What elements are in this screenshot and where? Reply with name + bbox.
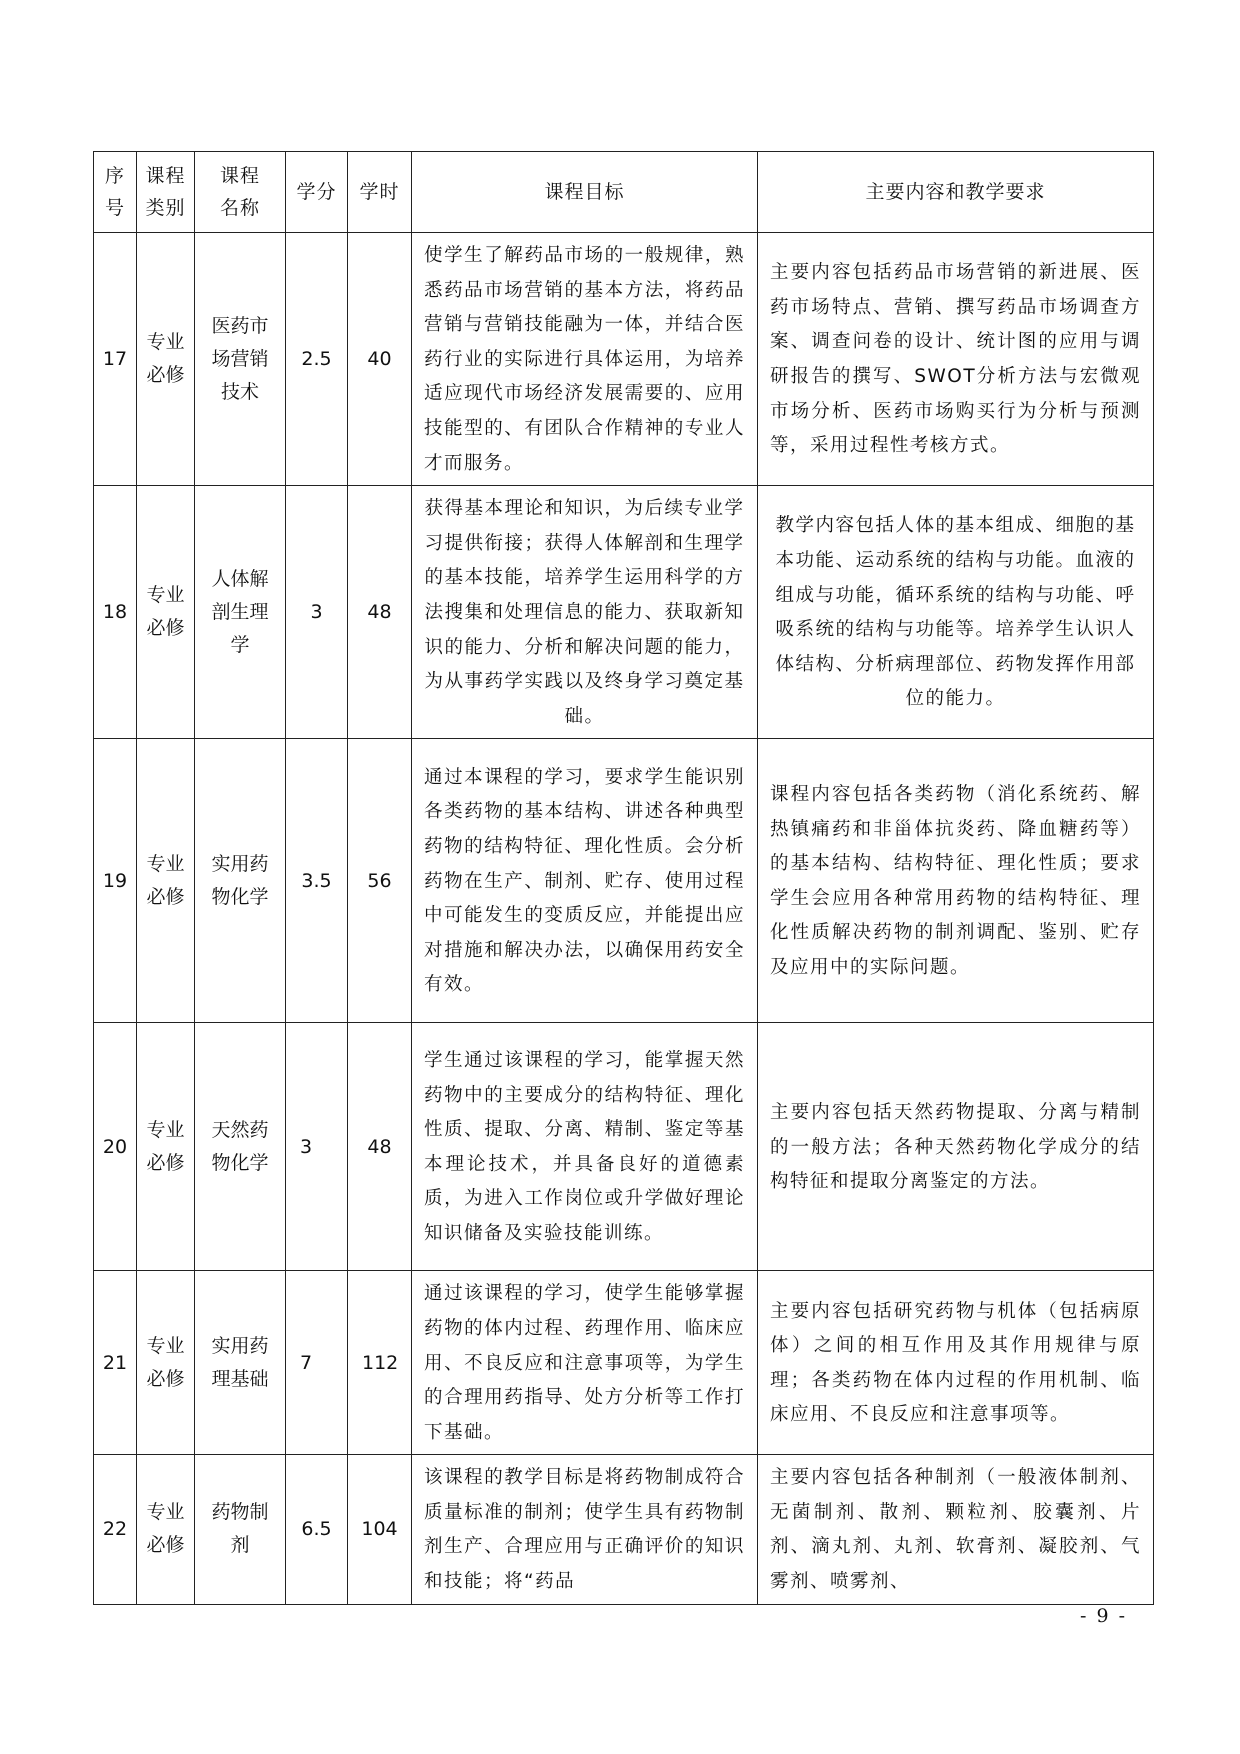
header-row — [94, 152, 1154, 233]
header-name: 课程名称 — [195, 152, 286, 233]
row-category: 专业必修 — [137, 1271, 195, 1455]
row-category: 专业必修 — [137, 1455, 195, 1604]
row-credit: 3.5 — [286, 739, 348, 1023]
row-content: 主要内容包括研究药物与机体（包括病原体）之间的相互作用及其作用规律与原理；各类药物在体内过程的作用机制、临床应用、不良反应和注意事项等。 — [758, 1271, 1154, 1455]
row-index: 17 — [94, 233, 137, 486]
row-content: 主要内容包括药品市场营销的新进展、医药市场特点、营销、撰写药品市场调查方案、调查问卷的设计、统计图的应用与调研报告的撰写、SWOT分析方法与宏微观市场分析、医药市场购买行为分析与预测等，采用过程性考核方式。 — [758, 233, 1154, 486]
header-content: 主要内容和教学要求 — [758, 152, 1154, 233]
header-credit: 学分 — [286, 152, 348, 233]
row-objective: 通过该课程的学习，使学生能够掌握药物的体内过程、药理作用、临床应用、不良反应和注意事项等，为学生的合理用药指导、处方分析等工作打下基础。 — [412, 1271, 758, 1455]
row-hours: 48 — [348, 486, 412, 739]
table-row — [94, 1271, 1154, 1455]
table-row — [94, 739, 1154, 1023]
row-category: 专业必修 — [137, 486, 195, 739]
row-index: 22 — [94, 1455, 137, 1604]
row-hours: 104 — [348, 1455, 412, 1604]
row-category: 专业必修 — [137, 739, 195, 1023]
row-index: 19 — [94, 739, 137, 1023]
header-hours: 学时 — [348, 152, 412, 233]
row-category: 专业必修 — [137, 1023, 195, 1271]
row-objective: 学生通过该课程的学习，能掌握天然药物中的主要成分的结构特征、理化性质、提取、分离、精制、鉴定等基本理论技术，并具备良好的道德素质，为进入工作岗位或升学做好理论知识储备及实验技能训练。 — [412, 1023, 758, 1271]
table-row — [94, 486, 1154, 739]
row-credit: 2.5 — [286, 233, 348, 486]
row-hours: 112 — [348, 1271, 412, 1455]
row-content: 教学内容包括人体的基本组成、细胞的基本功能、运动系统的结构与功能。血液的组成与功能，循环系统的结构与功能、呼吸系统的结构与功能等。培养学生认识人体结构、分析病理部位、药物发挥作用部位的能力。 — [758, 486, 1154, 739]
page-number: - 9 - — [1080, 1605, 1128, 1627]
row-hours: 40 — [348, 233, 412, 486]
row-objective: 该课程的教学目标是将药物制成符合质量标准的制剂；使学生具有药物制剂生产、合理应用与正确评价的知识和技能；将“药品 — [412, 1455, 758, 1604]
row-course-name: 药物制剂 — [195, 1455, 286, 1604]
row-content: 主要内容包括天然药物提取、分离与精制的一般方法；各种天然药物化学成分的结构特征和提取分离鉴定的方法。 — [758, 1023, 1154, 1271]
row-hours: 56 — [348, 739, 412, 1023]
row-index: 21 — [94, 1271, 137, 1455]
row-credit: 7 — [286, 1271, 348, 1455]
row-category: 专业必修 — [137, 233, 195, 486]
header-category: 课程类别 — [137, 152, 195, 233]
table-row — [94, 233, 1154, 486]
row-credit: 6.5 — [286, 1455, 348, 1604]
row-credit: 3 — [286, 486, 348, 739]
table-row — [94, 1023, 1154, 1271]
row-index: 18 — [94, 486, 137, 739]
row-course-name: 天然药物化学 — [195, 1023, 286, 1271]
row-course-name: 医药市场营销技术 — [195, 233, 286, 486]
header-index: 序号 — [94, 152, 137, 233]
row-course-name: 实用药理基础 — [195, 1271, 286, 1455]
row-hours: 48 — [348, 1023, 412, 1271]
row-objective: 使学生了解药品市场的一般规律，熟悉药品市场营销的基本方法，将药品营销与营销技能融为一体，并结合医药行业的实际进行具体运用，为培养适应现代市场经济发展需要的、应用技能型的、有团队合作精神的专业人才而服务。 — [412, 233, 758, 486]
row-content: 课程内容包括各类药物（消化系统药、解热镇痛药和非甾体抗炎药、降血糖药等）的基本结构、结构特征、理化性质；要求学生会应用各种常用药物的结构特征、理化性质解决药物的制剂调配、鉴别、贮存及应用中的实际问题。 — [758, 739, 1154, 1023]
row-credit: 3 — [286, 1023, 348, 1271]
table-row — [94, 1455, 1154, 1604]
row-objective: 获得基本理论和知识，为后续专业学习提供衔接；获得人体解剖和生理学的基本技能，培养学生运用科学的方法搜集和处理信息的能力、获取新知识的能力、分析和解决问题的能力，为从事药学实践以及终身学习奠定基础。 — [412, 486, 758, 739]
header-objective: 课程目标 — [412, 152, 758, 233]
row-objective: 通过本课程的学习，要求学生能识别各类药物的基本结构、讲述各种典型药物的结构特征、理化性质。会分析药物在生产、制剂、贮存、使用过程中可能发生的变质反应，并能提出应对措施和解决办法，以确保用药安全有效。 — [412, 739, 758, 1023]
row-course-name: 实用药物化学 — [195, 739, 286, 1023]
course-table — [93, 151, 1154, 1605]
row-course-name: 人体解剖生理学 — [195, 486, 286, 739]
row-content: 主要内容包括各种制剂（一般液体制剂、无菌制剂、散剂、颗粒剂、胶囊剂、片剂、滴丸剂、丸剂、软膏剂、凝胶剂、气雾剂、喷雾剂、 — [758, 1455, 1154, 1604]
row-index: 20 — [94, 1023, 137, 1271]
